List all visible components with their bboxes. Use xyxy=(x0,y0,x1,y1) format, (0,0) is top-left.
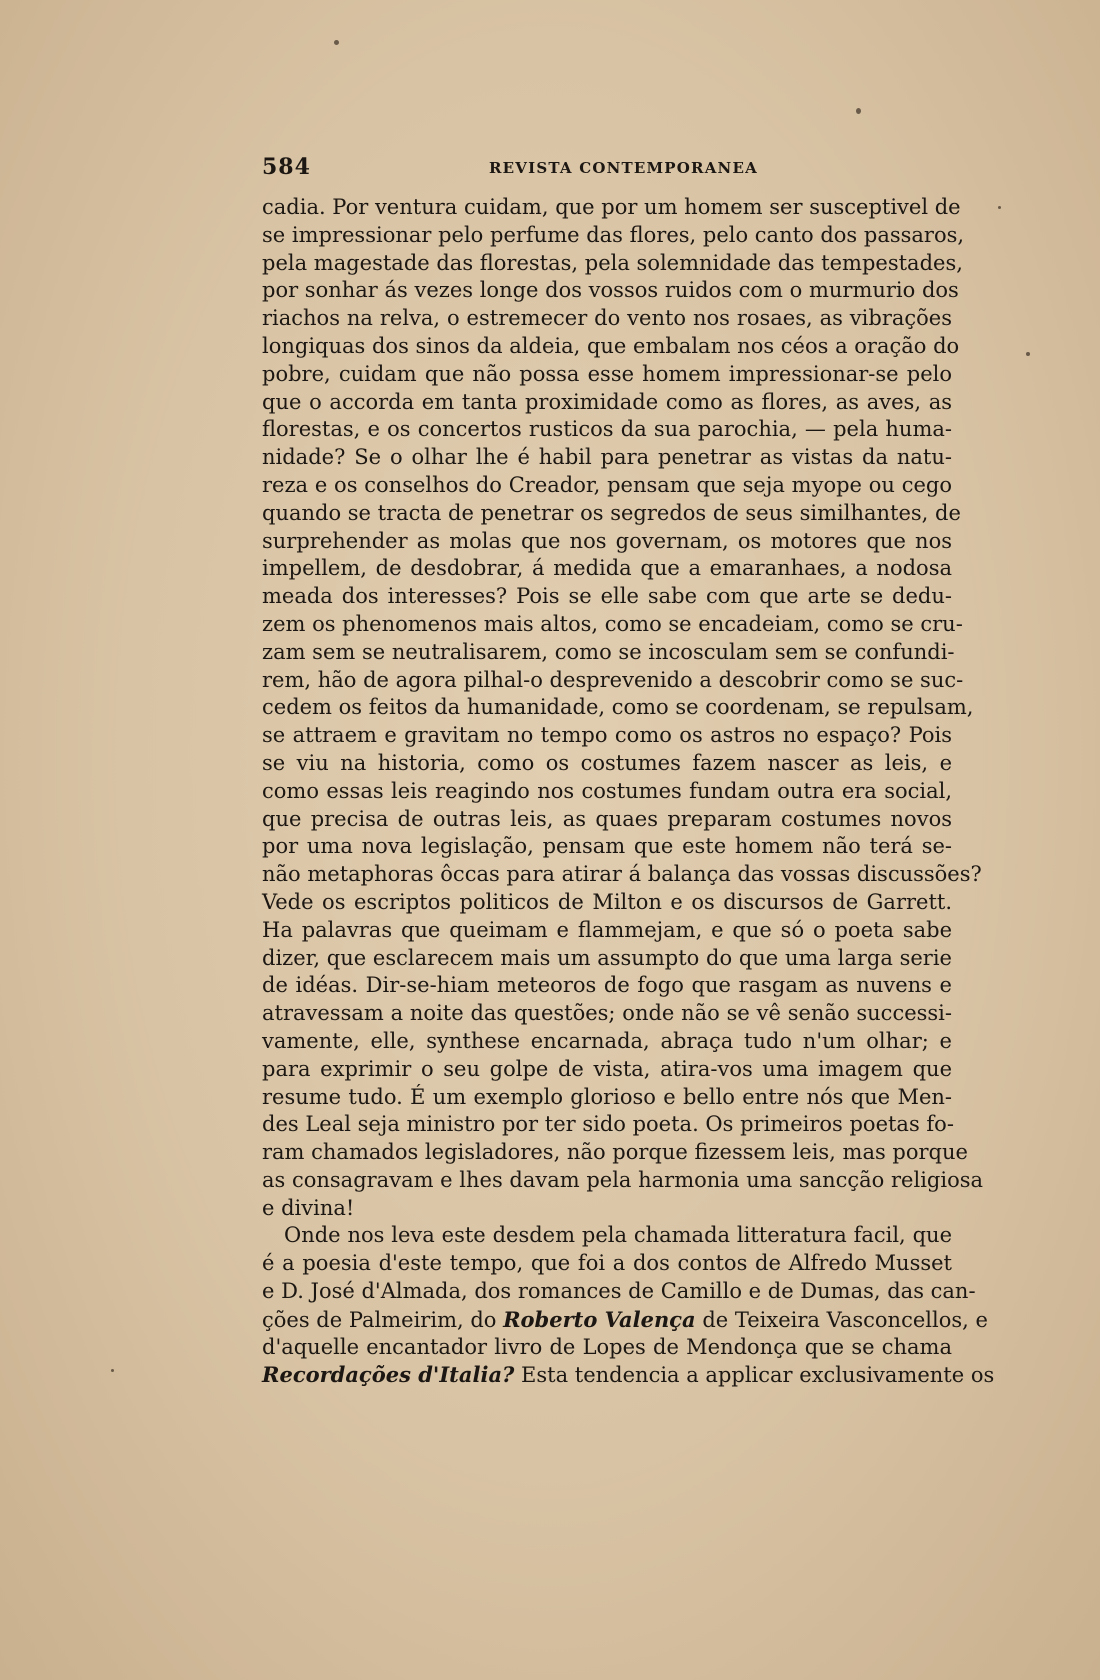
text-line: se impressionar pelo perfume das flores, pelo canto dos passaros, xyxy=(262,222,965,247)
text-line: zem os phenomenos mais altos, como se encadeiam, como se cru- xyxy=(262,611,963,636)
text-span: ções de Palmeirim, do xyxy=(262,1307,504,1332)
text-line: dizer, que esclarecem mais um assumpto do que uma larga serie xyxy=(262,945,952,970)
text-line: quando se tracta de penetrar os segredos de seus similhantes, de xyxy=(262,500,961,525)
text-line: não metaphoras ôccas para atirar á balança das vossas discussões? xyxy=(262,862,982,887)
text-line: zam sem se neutralisarem, como se incosculam sem se confundi- xyxy=(262,639,955,664)
running-title: REVISTA CONTEMPORANEA xyxy=(489,159,758,177)
italic-title: Roberto Valença xyxy=(503,1306,696,1332)
scan-speck xyxy=(998,206,1001,209)
text-line: ram chamados legisladores, não porque fizessem leis, mas porque xyxy=(262,1140,968,1165)
text-line: para exprimir o seu golpe de vista, atira-vos uma imagem que xyxy=(262,1056,952,1081)
text-line xyxy=(262,1361,995,1389)
text-line: e D. José d'Almada, dos romances de Camillo e de Dumas, das can- xyxy=(262,1279,976,1304)
text-line: d'aquelle encantador livro de Lopes de Mendonça que se chama xyxy=(262,1334,952,1359)
text-line: florestas, e os concertos rusticos da sua parochia, — pela huma- xyxy=(262,417,952,442)
text-line: rem, hão de agora pilhal-o desprevenido a descobrir como se suc- xyxy=(262,667,964,692)
text-line: por uma nova legislação, pensam que este homem não terá se- xyxy=(262,834,952,859)
text-line: des Leal seja ministro por ter sido poeta. Os primeiros poetas fo- xyxy=(262,1112,954,1137)
text-line: Vede os escriptos politicos de Milton e os discursos de Garrett. xyxy=(262,889,952,914)
text-line: por sonhar ás vezes longe dos vossos ruidos com o murmurio dos xyxy=(262,278,959,303)
scan-speck xyxy=(111,1369,114,1372)
text-line: e divina! xyxy=(262,1195,355,1220)
text-line: as consagravam e lhes davam pela harmonia uma sancção religiosa xyxy=(262,1167,984,1192)
text-line: de idéas. Dir-se-hiam meteoros de fogo que rasgam as nuvens e xyxy=(262,973,952,998)
text-line: Ha palavras que queimam e flammejam, e que só o poeta sabe xyxy=(262,917,952,942)
text-line: se viu na historia, como os costumes fazem nascer as leis, e xyxy=(262,750,952,775)
text-line: surprehender as molas que nos governam, os motores que nos xyxy=(262,528,952,553)
text-line: Onde nos leva este desdem pela chamada litteratura facil, que xyxy=(284,1223,952,1248)
text-span: Esta tendencia a applicar exclusivamente os xyxy=(514,1363,995,1388)
text-line: vamente, elle, synthese encarnada, abraça tudo n'um olhar; e xyxy=(262,1028,952,1053)
page-header xyxy=(262,150,952,180)
text-line: que precisa de outras leis, as quaes preparam costumes novos xyxy=(262,806,952,831)
italic-title: Recordações d'Italia? xyxy=(262,1362,515,1388)
paragraph-2 xyxy=(262,1222,995,1389)
text-line: pela magestade das florestas, pela solemnidade das tempestades, xyxy=(262,250,963,275)
text-line: riachos na relva, o estremecer do vento nos rosaes, as vibrações xyxy=(262,306,952,331)
text-line xyxy=(262,1306,988,1334)
scan-speck xyxy=(856,108,861,114)
text-line: se attraem e gravitam no tempo como os astros no espaço? Pois xyxy=(262,723,952,748)
paragraph-1 xyxy=(262,194,984,1222)
body-text xyxy=(262,194,995,1389)
page-number: 584 xyxy=(262,154,311,180)
text-line: cadia. Por ventura cuidam, que por um homem ser susceptivel de xyxy=(262,195,961,219)
text-line: impellem, de desdobrar, á medida que a emaranhaes, a nodosa xyxy=(262,556,952,581)
scan-speck xyxy=(1026,352,1030,356)
text-line: reza e os conselhos do Creador, pensam que seja myope ou cego xyxy=(262,472,952,497)
text-line: resume tudo. É um exemplo glorioso e bello entre nós que Men- xyxy=(262,1084,952,1109)
scan-speck xyxy=(334,40,339,45)
text-line: como essas leis reagindo nos costumes fundam outra era social, xyxy=(262,778,952,803)
text-line: atravessam a noite das questões; onde não se vê senão successi- xyxy=(262,1001,952,1026)
text-line: pobre, cuidam que não possa esse homem impressionar-se pelo xyxy=(262,361,952,386)
text-line: meada dos interesses? Pois se elle sabe com que arte se dedu- xyxy=(262,584,952,609)
text-line: é a poesia d'este tempo, que foi a dos contos de Alfredo Musset xyxy=(262,1251,952,1276)
text-line: que o accorda em tanta proximidade como as flores, as aves, as xyxy=(262,389,952,414)
text-line: nidade? Se o olhar lhe é habil para penetrar as vistas da natu- xyxy=(262,445,952,470)
text-span: de Teixeira Vasconcellos, e xyxy=(695,1307,988,1332)
text-line: longiquas dos sinos da aldeia, que embalam nos céos a oração do xyxy=(262,333,960,358)
text-line: cedem os feitos da humanidade, como se coordenam, se repulsam, xyxy=(262,695,974,720)
